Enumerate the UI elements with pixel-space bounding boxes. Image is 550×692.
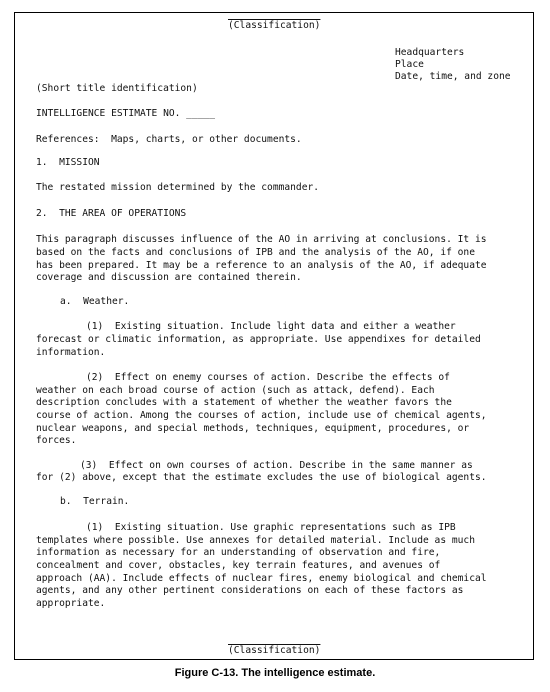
text-line: agents, and any other pertinent considerations on each of these factors as (36, 585, 464, 596)
text-line: coverage and discussion are contained therein. (36, 272, 302, 283)
text-line: This paragraph discusses influence of the AO in arriving at conclusions. It is (36, 234, 487, 245)
text-line: (1) Existing situation. Include light data and either a weather (86, 321, 456, 332)
text-line: approach (AA). Include effects of nuclear fires, enemy biological and chemical (36, 573, 487, 584)
text-line: appropriate. (36, 598, 106, 609)
short-title: (Short title identification) (36, 83, 198, 94)
text-line: course of action. Among the courses of action, include use of chemical agents, (36, 410, 487, 421)
text-line: (1) Existing situation. Use graphic representations such as IPB (86, 522, 456, 533)
figure-caption: Figure C-13. The intelligence estimate. (174, 667, 376, 679)
text-line: forecast or climatic information, as appropriate. Use appendixes for detailed (36, 334, 481, 345)
classification-top: (Classification) (228, 20, 321, 31)
mission-text: The restated mission determined by the commander. (36, 182, 320, 193)
mission-heading: 1. MISSION (36, 157, 100, 168)
text-line: information. (36, 347, 106, 358)
estimate-number: INTELLIGENCE ESTIMATE NO. _____ (36, 108, 216, 119)
text-line: concealment and cover, obstacles, key terrain features, and avenues of (36, 560, 441, 571)
text-line: templates where possible. Use annexes for detailed material. Include as much (36, 535, 475, 546)
text-line: forces. (36, 435, 77, 446)
text-line: based on the facts and conclusions of IPB and the analysis of the AO, if one (36, 247, 475, 258)
references: References: Maps, charts, or other documents. (36, 134, 302, 145)
classification-bottom: (Classification) (228, 645, 321, 656)
terrain-heading: b. Terrain. (60, 496, 130, 507)
text-line: (2) Effect on enemy courses of action. Describe the effects of (86, 372, 450, 383)
text-line: nuclear weapons, and special methods, techniques, equipment, procedures, or (36, 423, 470, 434)
text-line: for (2) above, except that the estimate excludes the use of biological agents. (36, 472, 487, 483)
text-line: weather on each broad course of action (such as attack, defend). Each (36, 385, 435, 396)
header-line: Date, time, and zone (395, 71, 511, 82)
weather-heading: a. Weather. (60, 296, 130, 307)
text-line: has been prepared. It may be a reference to an analysis of the AO, if adequate (36, 260, 487, 271)
text-line: description concludes with a statement of whether the weather favors the (36, 397, 452, 408)
header-line: Headquarters (395, 47, 465, 58)
text-line: (3) Effect on own courses of action. Describe in the same manner as (80, 460, 473, 471)
text-line: information as necessary for an understanding of observation and fire, (36, 547, 441, 558)
header-line: Place (395, 59, 424, 70)
ao-heading: 2. THE AREA OF OPERATIONS (36, 208, 187, 219)
